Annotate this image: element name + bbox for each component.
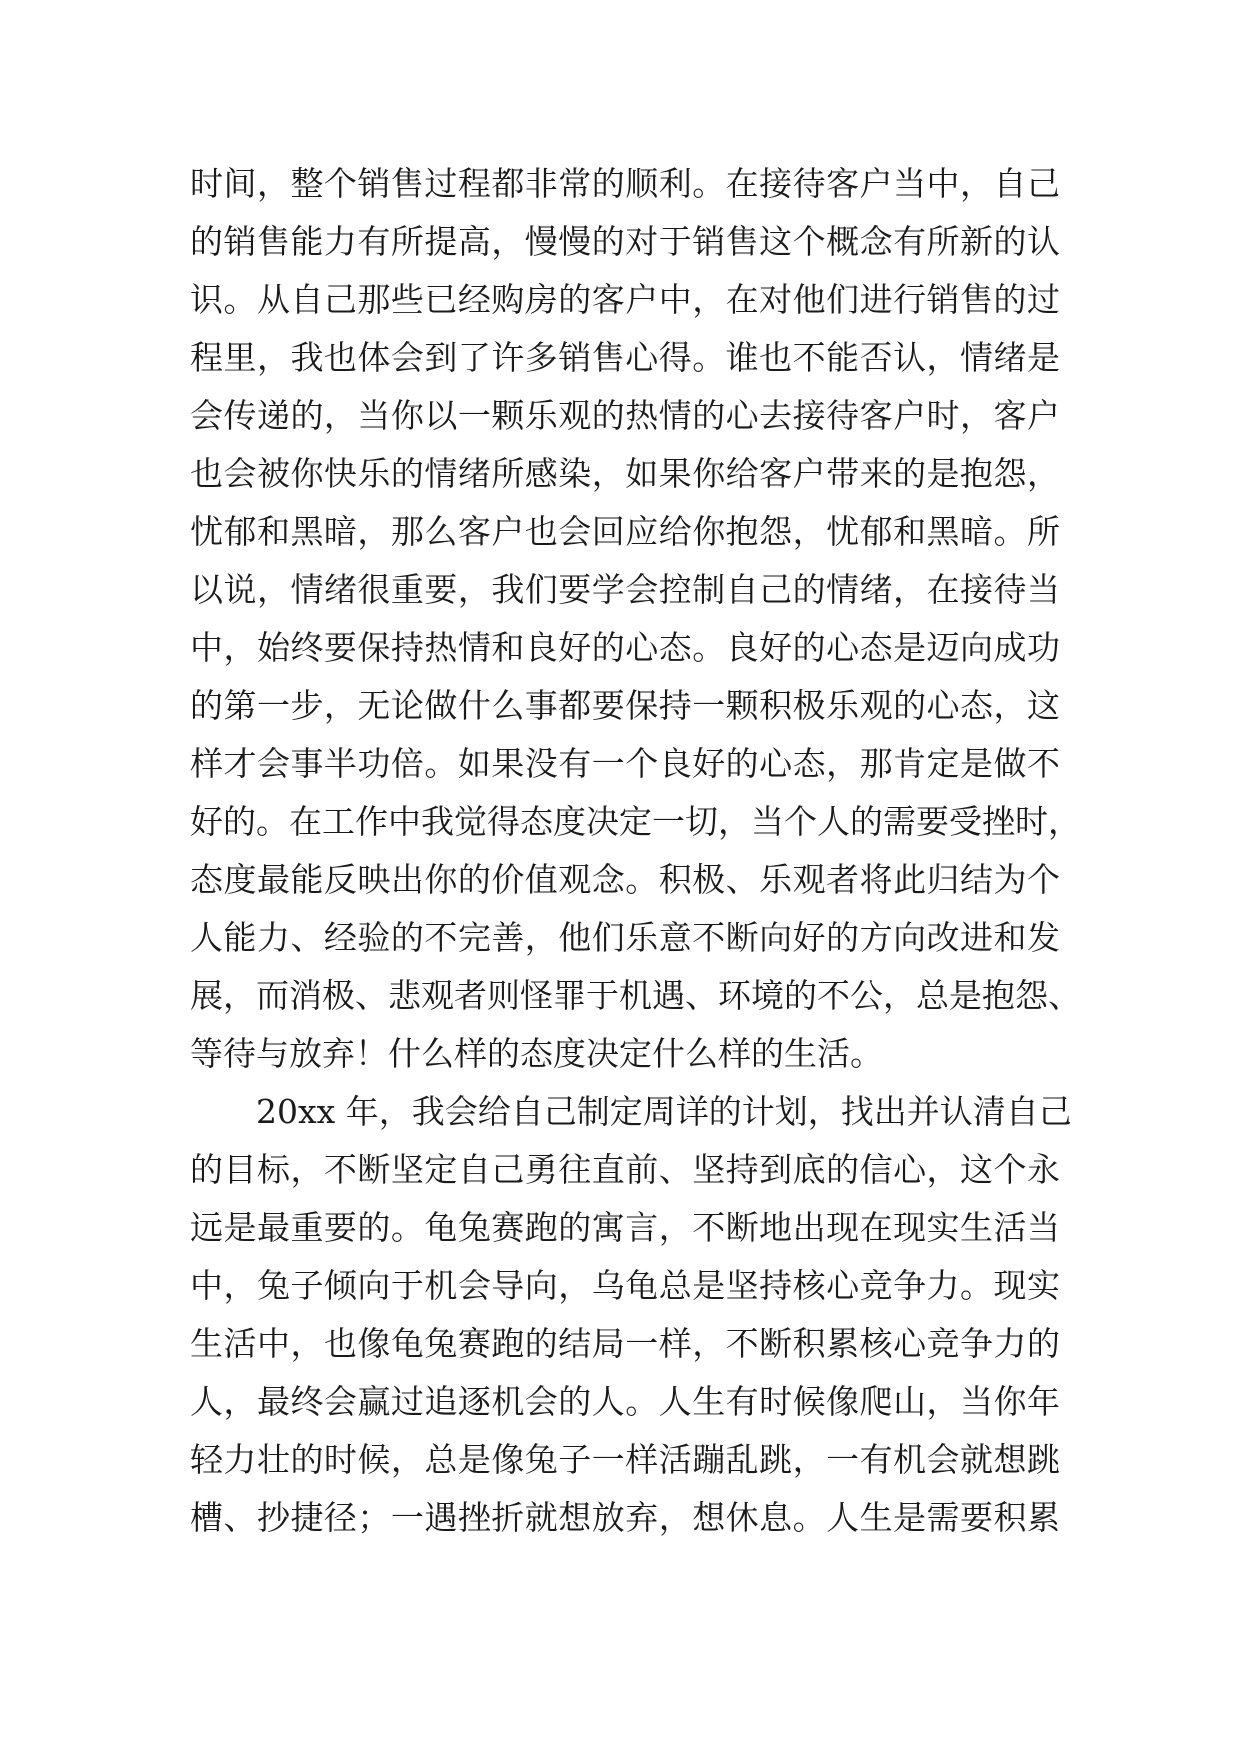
- text-line: 人，最终会赢过追逐机会的人。人生有时候像爬山，当你年: [190, 1382, 1060, 1421]
- text-line: 识。从自己那些已经购房的客户中，在对他们进行销售的过: [190, 280, 1060, 319]
- text-line: 也会被你快乐的情绪所感染，如果你给客户带来的是抱怨，: [190, 454, 1060, 493]
- text-line: 20xx 年，我会给自己制定周详的计划，找出并认清自己: [256, 1092, 1072, 1131]
- text-line: 时间，整个销售过程都非常的顺利。在接待客户当中，自己: [190, 164, 1060, 203]
- text-line: 轻力壮的时候，总是像兔子一样活蹦乱跳，一有机会就想跳: [190, 1440, 1060, 1479]
- text-line: 的目标，不断坚定自己勇往直前、坚持到底的信心，这个永: [190, 1150, 1060, 1189]
- text-line: 好的。在工作中我觉得态度决定一切，当个人的需要受挫时，: [190, 802, 1081, 841]
- text-line: 会传递的，当你以一颗乐观的热情的心去接待客户时，客户: [190, 396, 1060, 435]
- text-line: 槽、抄捷径；一遇挫折就想放弃，想休息。人生是需要积累: [190, 1498, 1060, 1537]
- text-line: 的销售能力有所提高，慢慢的对于销售这个概念有所新的认: [190, 222, 1060, 261]
- text-line: 中，兔子倾向于机会导向，乌龟总是坚持核心竞争力。现实: [190, 1266, 1060, 1305]
- text-line: 人能力、经验的不完善，他们乐意不断向好的方向改进和发: [190, 918, 1060, 957]
- text-line: 程里，我也体会到了许多销售心得。谁也不能否认，情绪是: [190, 338, 1060, 377]
- paragraph-1: [190, 155, 1081, 1083]
- text-line: 的第一步，无论做什么事都要保持一颗积极乐观的心态，这: [190, 686, 1060, 725]
- text-line: 中，始终要保持热情和良好的心态。良好的心态是迈向成功: [190, 628, 1060, 667]
- text-line: 远是最重要的。龟兔赛跑的寓言，不断地出现在现实生活当: [190, 1208, 1060, 1247]
- text-line: 忧郁和黑暗，那么客户也会回应给你抱怨，忧郁和黑暗。所: [190, 512, 1060, 551]
- text-line: 样才会事半功倍。如果没有一个良好的心态，那肯定是做不: [190, 744, 1060, 783]
- text-line: 以说，情绪很重要，我们要学会控制自己的情绪，在接待当: [190, 570, 1060, 609]
- text-line: 生活中，也像龟兔赛跑的结局一样，不断积累核心竞争力的: [190, 1324, 1060, 1363]
- text-line: 态度最能反映出你的价值观念。积极、乐观者将此归结为个: [190, 860, 1060, 899]
- text-line: 等待与放弃！什么样的态度决定什么样的生活。: [190, 1034, 883, 1073]
- paragraph-2: [190, 1083, 1072, 1547]
- text-line: 展，而消极、悲观者则怪罪于机遇、环境的不公，总是抱怨、: [190, 976, 1081, 1015]
- document-body: [190, 155, 1081, 1547]
